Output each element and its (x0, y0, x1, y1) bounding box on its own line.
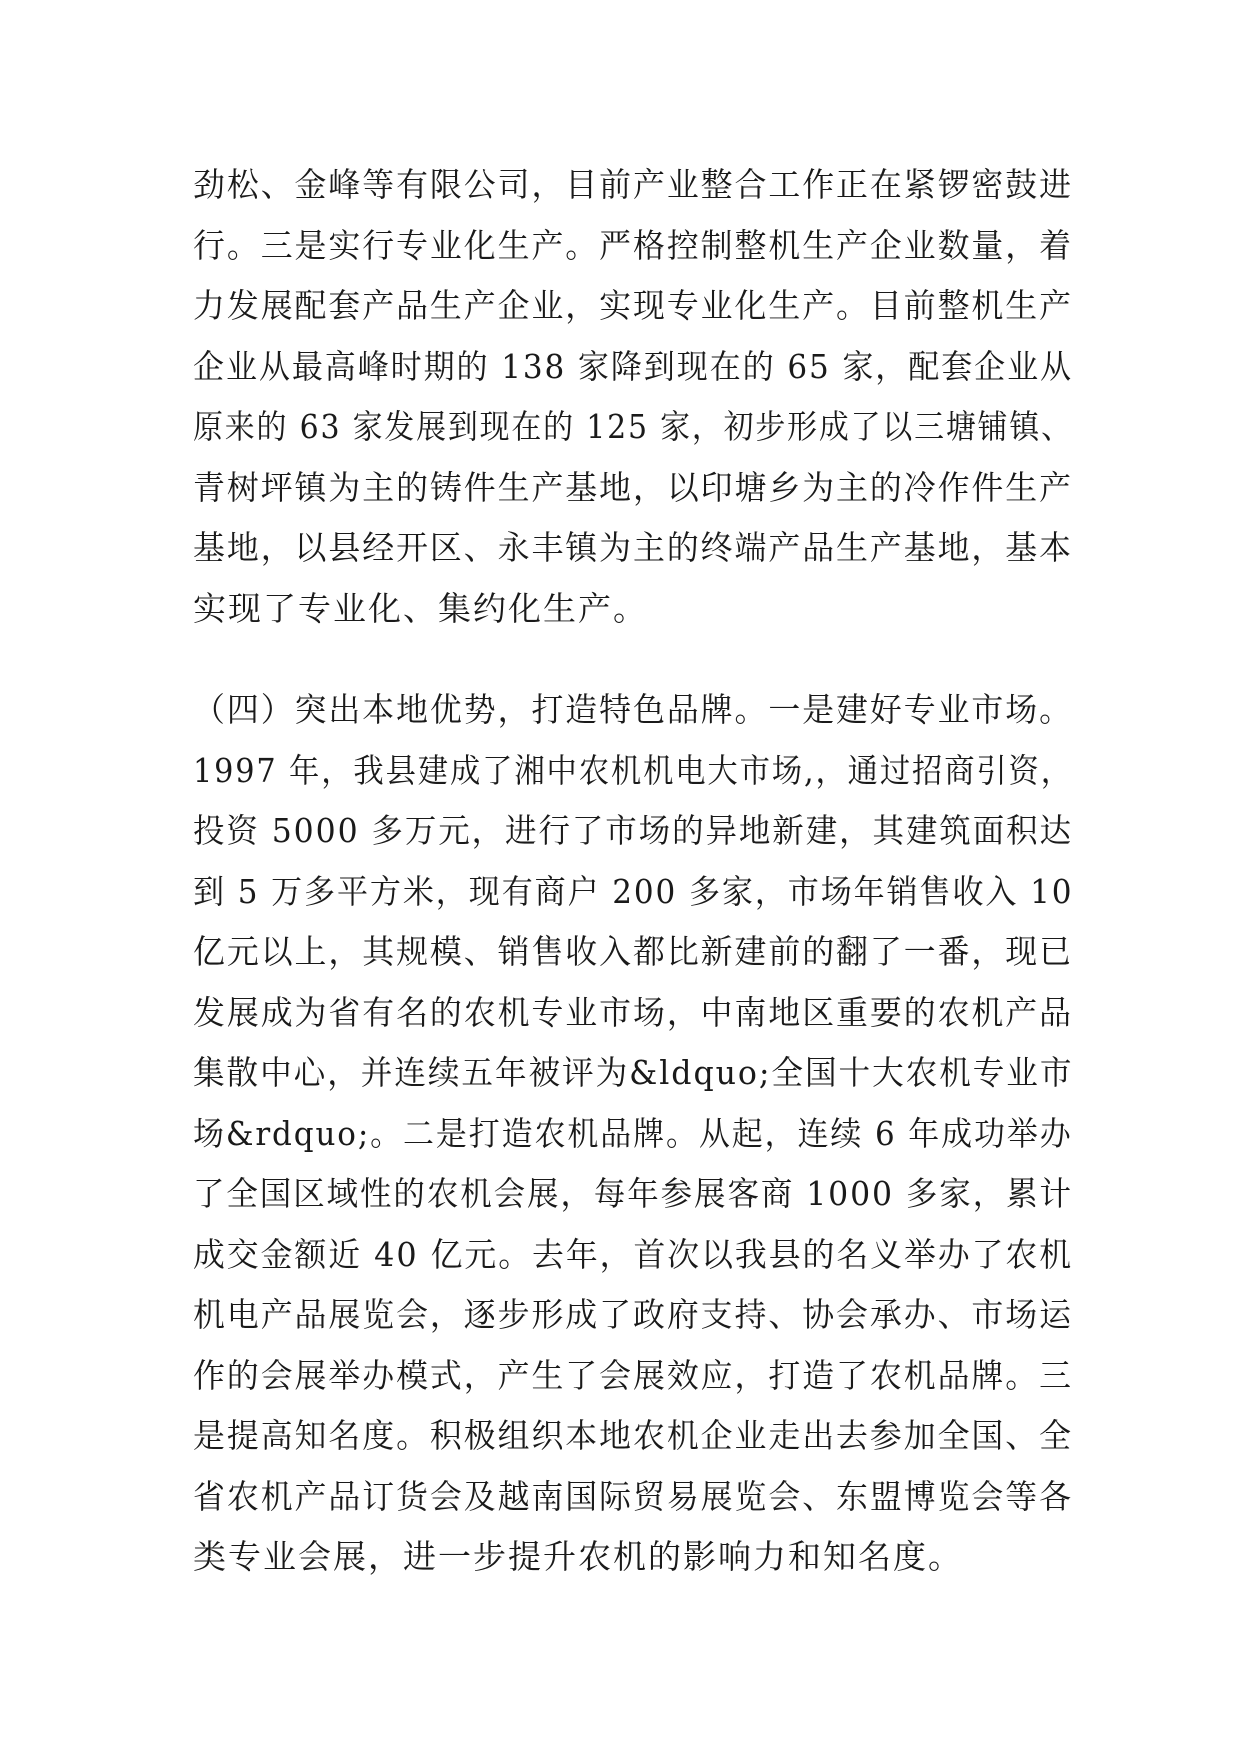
paragraph-line: 劲松、金峰等有限公司，目前产业整合工作正在紧锣密鼓进 (193, 165, 1073, 204)
paragraph-line: 场&rdquo;。二是打造农机品牌。从起，连续 6 年成功举办 (193, 1113, 1073, 1153)
paragraph-line: 基地，以县经开区、永丰镇为主的终端产品生产基地，基本 (193, 528, 1073, 567)
paragraph-line: 省农机产品订货会及越南国际贸易展览会、东盟博览会等各 (193, 1476, 1073, 1516)
paragraph-line: 原来的 63 家发展到现在的 125 家，初步形成了以三塘铺镇、 (193, 407, 1073, 446)
paragraph-line: 亿元以上，其规模、销售收入都比新建前的翻了一番，现已 (193, 932, 1073, 971)
paragraph-line: 企业从最高峰时期的 138 家降到现在的 65 家，配套企业从 (193, 346, 1073, 386)
paragraph-line: 到 5 万多平方米，现有商户 200 多家，市场年销售收入 10 (193, 871, 1074, 911)
paragraph-line: 力发展配套产品生产企业，实现专业化生产。目前整机生产 (193, 286, 1073, 325)
paragraph-line: 是提高知名度。积极组织本地农机企业走出去参加全国、全 (193, 1416, 1073, 1455)
paragraph-line: 1997 年，我县建成了湘中农机机电大市场,，通过招商引资， (193, 750, 1073, 790)
paragraph-1 (193, 155, 1073, 639)
paragraph-line: 成交金额近 40 亿元。去年，首次以我县的名义举办了农机 (193, 1234, 1074, 1274)
paragraph-line: 机电产品展览会，逐步形成了政府支持、协会承办、市场运 (193, 1295, 1073, 1334)
paragraph-line: （四）突出本地优势，打造特色品牌。一是建好专业市场。 (193, 690, 1073, 729)
paragraph-2 (193, 680, 1073, 1588)
paragraph-line: 实现了专业化、集约化生产。 (193, 588, 648, 628)
paragraph-line: 行。三是实行专业化生产。严格控制整机生产企业数量，着 (193, 225, 1073, 265)
paragraph-line: 作的会展举办模式，产生了会展效应，打造了农机品牌。三 (193, 1355, 1073, 1395)
paragraph-line: 类专业会展，进一步提升农机的影响力和知名度。 (193, 1537, 963, 1576)
paragraph-line: 投资 5000 多万元，进行了市场的异地新建，其建筑面积达 (193, 811, 1073, 850)
paragraph-line: 了全国区域性的农机会展，每年参展客商 1000 多家，累计 (193, 1174, 1073, 1213)
paragraph-line: 青树坪镇为主的铸件生产基地，以印塘乡为主的冷作件生产 (193, 467, 1073, 507)
paragraph-line: 发展成为省有名的农机专业市场，中南地区重要的农机产品 (193, 992, 1073, 1032)
paragraph-line: 集散中心，并连续五年被评为&ldquo;全国十大农机专业市 (193, 1053, 1074, 1092)
